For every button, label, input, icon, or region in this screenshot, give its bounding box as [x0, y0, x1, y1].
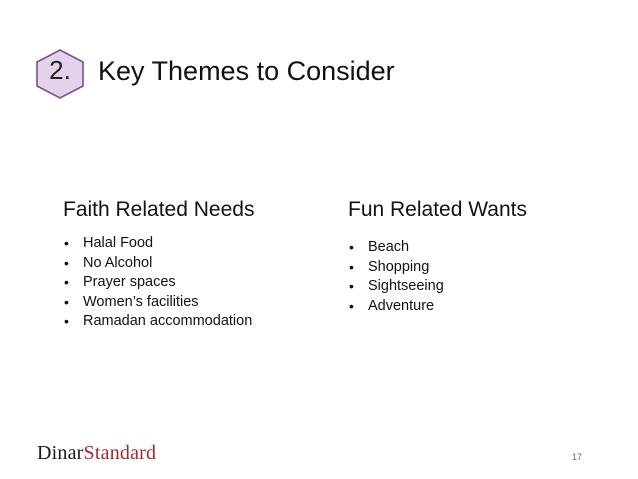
list-item: • Beach: [348, 238, 608, 258]
bullet-icon: •: [349, 239, 354, 255]
dinarstandard-logo: DinarStandard: [37, 442, 157, 464]
faith-needs-list: [63, 234, 323, 332]
fun-wants-list: [348, 238, 608, 316]
slide-title: Key Themes to Consider: [98, 56, 395, 86]
list-item: • Adventure: [348, 297, 608, 317]
list-item: • Halal Food: [63, 234, 323, 254]
faith-needs-heading: Faith Related Needs: [63, 198, 255, 221]
bullet-icon: •: [64, 313, 69, 329]
list-item: • Shopping: [348, 258, 608, 278]
list-item: • Women’s facilities: [63, 293, 323, 313]
list-item: • No Alcohol: [63, 254, 323, 274]
bullet-icon: •: [64, 254, 69, 271]
list-item: • Ramadan accommodation: [63, 312, 323, 332]
bullet-icon: •: [64, 274, 69, 290]
bullet-icon: •: [349, 258, 354, 275]
list-item: • Prayer spaces: [63, 273, 323, 293]
section-number: 2.: [49, 55, 71, 85]
fun-wants-column: [348, 198, 608, 316]
bullet-icon: •: [64, 293, 69, 310]
bullet-icon: •: [349, 297, 354, 314]
page-number: 17: [572, 452, 583, 462]
fun-wants-heading: Fun Related Wants: [348, 198, 527, 221]
list-item: • Sightseeing: [348, 277, 608, 297]
faith-needs-column: [63, 198, 323, 332]
bullet-icon: •: [64, 235, 69, 251]
bullet-icon: •: [349, 278, 354, 294]
